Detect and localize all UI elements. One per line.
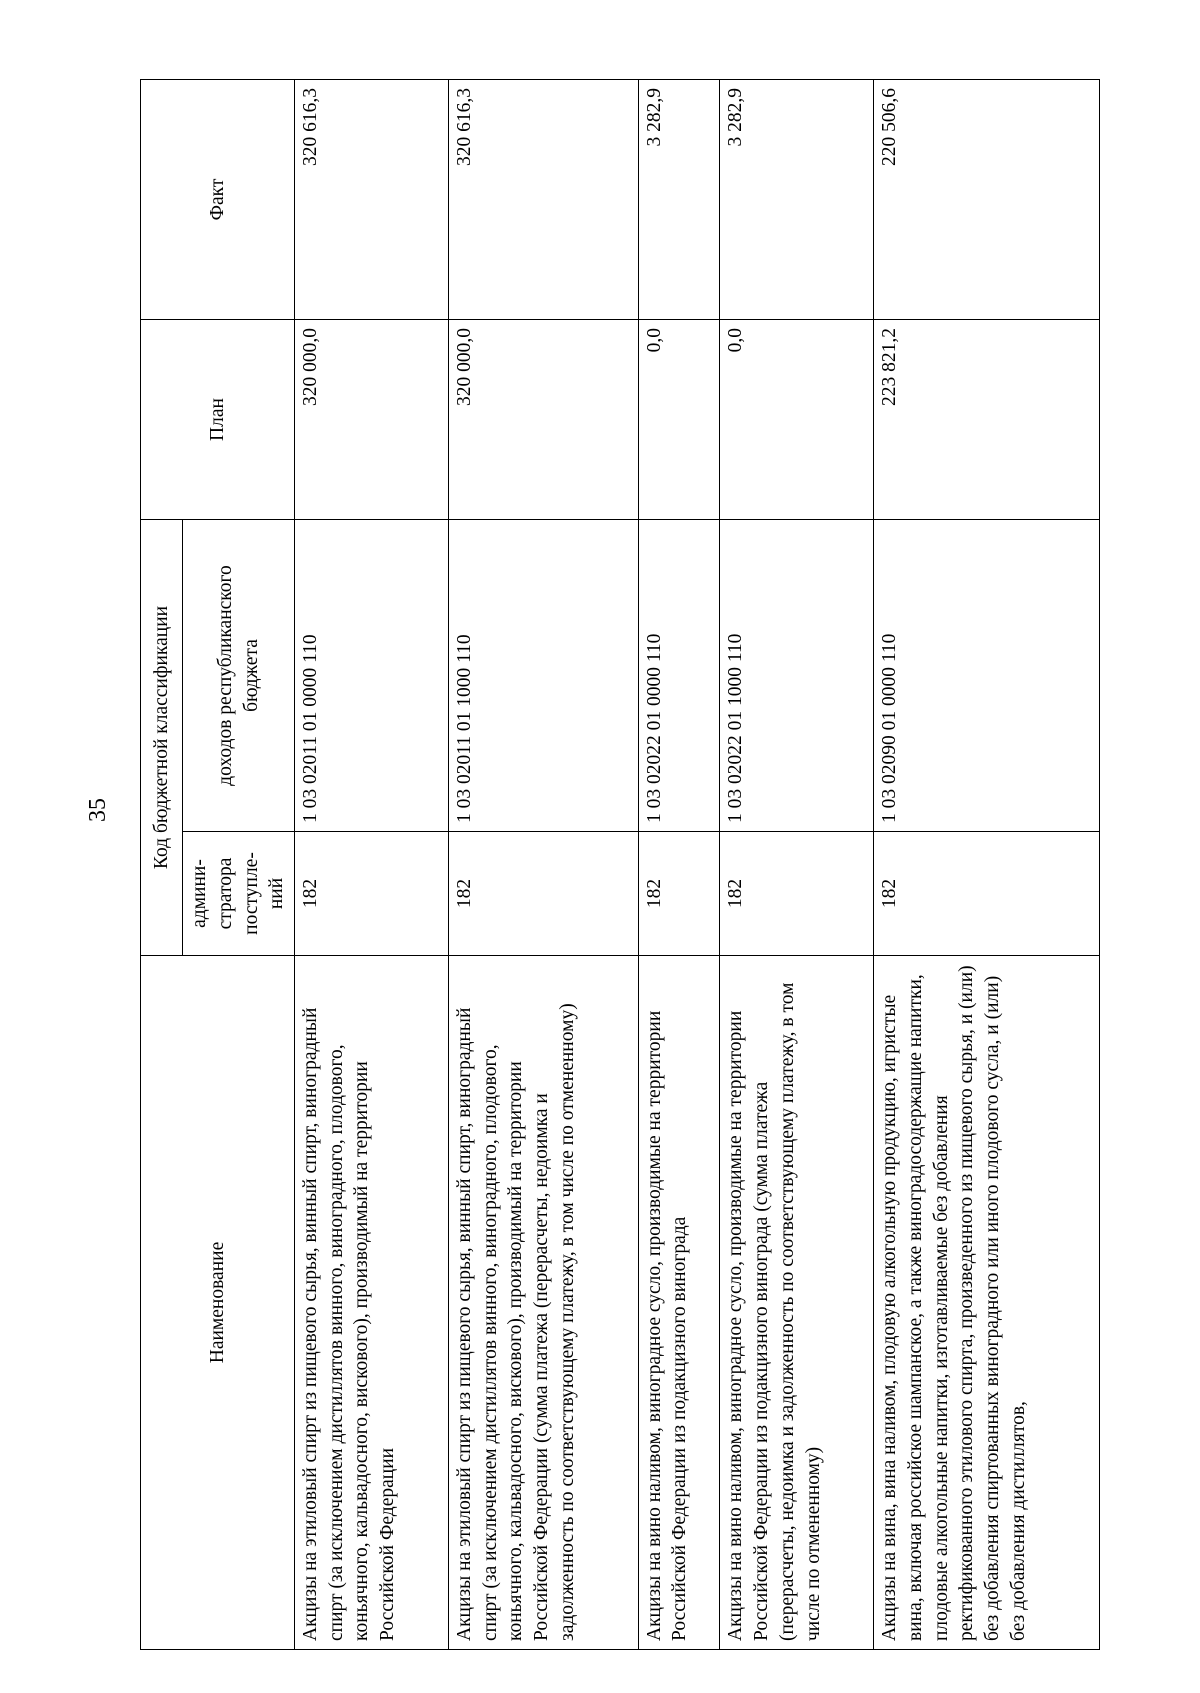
header-plan: План: [141, 320, 295, 520]
row-name: Акцизы на этиловый спирт из пищевого сырья, винный спирт, виноградный спирт (за исключением дистиллятов винного, виноградного, плодового, коньячного, кальвадосного, вискового), производимый на территории Российской Федерации (сумма платежа (перерасчеты, недоимка и задолженность по соответствующему платежу, в том числе по отмененному): [448, 956, 638, 1650]
row-income-code: 1 03 02090 01 0000 110: [874, 520, 1100, 832]
table-row: [448, 80, 638, 1650]
row-admin-code: 182: [720, 832, 874, 956]
row-name: Акцизы на вино наливом, виноградное сусло, производимые на территории Российской Федерации из подакцизного винограда: [638, 956, 720, 1650]
row-income-code: 1 03 02022 01 1000 110: [720, 520, 874, 832]
header-name: Наименование: [141, 956, 295, 1650]
row-fact: 3 282,9: [638, 80, 720, 320]
row-admin-code: 182: [295, 832, 449, 956]
row-plan: 320 000,0: [295, 320, 449, 520]
row-name: Акцизы на этиловый спирт из пищевого сырья, винный спирт, виноградный спирт (за исключением дистиллятов винного, виноградного, плодового, коньячного, кальвадосного, вискового), производимый на территории Российской Федерации: [295, 956, 449, 1650]
page-number: 35: [84, 798, 111, 822]
row-name: Акцизы на вина, вина наливом, плодовую алкогольную продукцию, игристые вина, включая российское шампанское, а также виноградосодержащие напитки, плодовые алкогольные напитки, изготавливаемые без добавления ректификованного этилового спирта, произведенного из пищевого сырья, и (или) без добавления спиртованных виноградного или иного плодового сусла, и (или) без добавления дистиллятов,: [874, 956, 1100, 1650]
row-plan: 0,0: [638, 320, 720, 520]
header-code-group: Код бюджетной классификации: [141, 520, 183, 956]
row-income-code: 1 03 02011 01 0000 110: [295, 520, 449, 832]
row-income-code: 1 03 02022 01 0000 110: [638, 520, 720, 832]
row-admin-code: 182: [874, 832, 1100, 956]
row-income-code: 1 03 02011 01 1000 110: [448, 520, 638, 832]
row-fact: 320 616,3: [448, 80, 638, 320]
row-plan: 223 821,2: [874, 320, 1100, 520]
row-fact: 320 616,3: [295, 80, 449, 320]
header-fact: Факт: [141, 80, 295, 320]
table-row: [638, 80, 720, 1650]
row-admin-code: 182: [448, 832, 638, 956]
row-fact: 3 282,9: [720, 80, 874, 320]
row-name: Акцизы на вино наливом, виноградное сусло, производимые на территории Российской Федерации из подакцизного винограда (сумма платежа (перерасчеты, недоимка и задолженность по соответствующему платежу, в том числе по отмененному): [720, 956, 874, 1650]
row-plan: 320 000,0: [448, 320, 638, 520]
table-row: [295, 80, 449, 1650]
header-admin: админи-стратора поступле-ний: [183, 832, 295, 956]
row-fact: 220 506,6: [874, 80, 1100, 320]
budget-table: [140, 79, 1100, 1650]
header-income: доходов республиканского бюджета: [183, 520, 295, 832]
table-row: [874, 80, 1100, 1650]
row-admin-code: 182: [638, 832, 720, 956]
table-row: [720, 80, 874, 1650]
row-plan: 0,0: [720, 320, 874, 520]
rotated-table-container: [140, 80, 1100, 1650]
